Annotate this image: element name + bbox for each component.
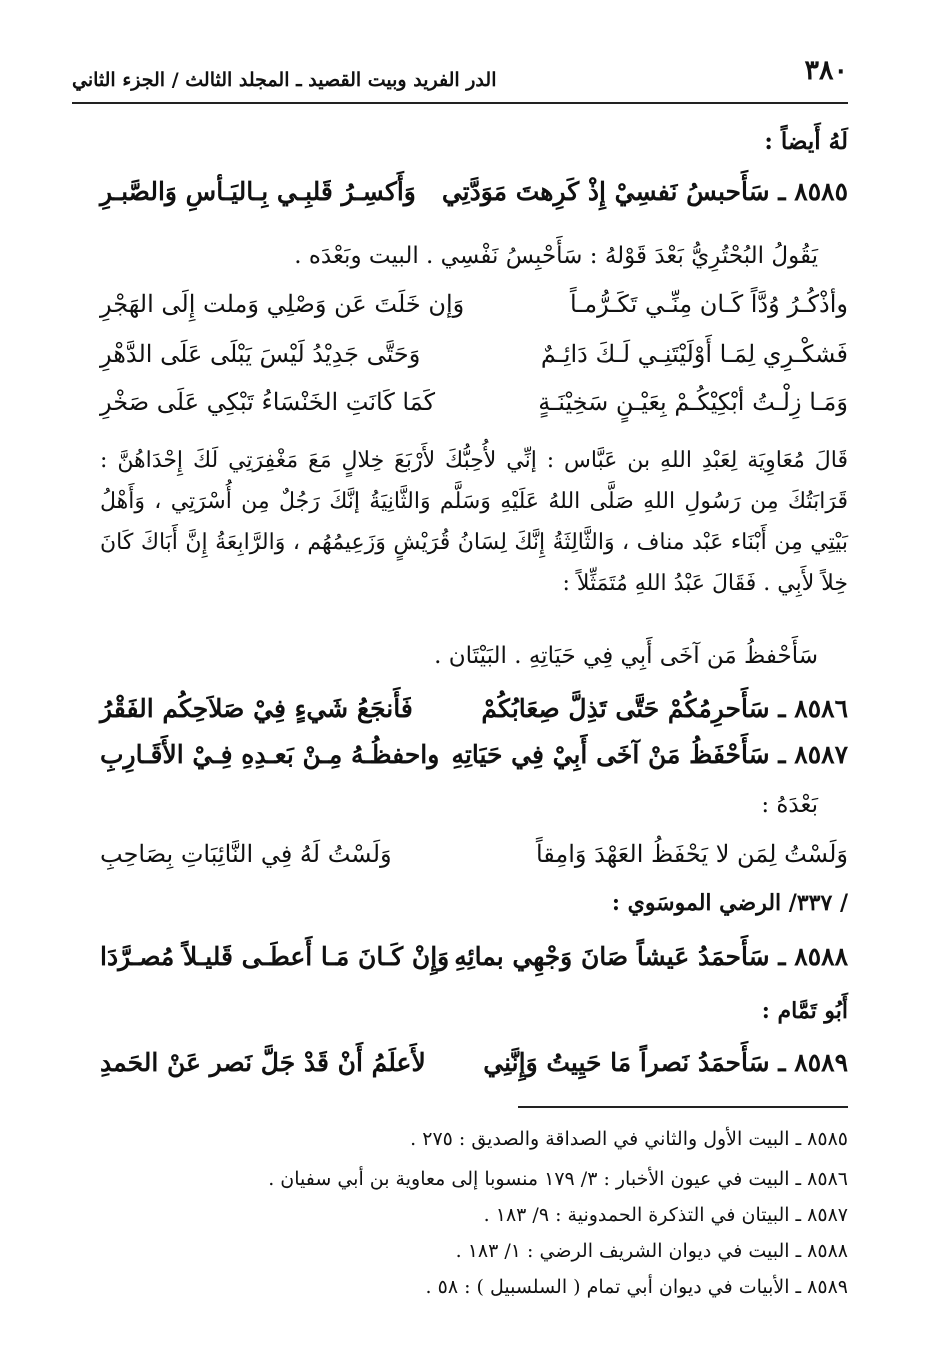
hemistich-first: ٨٥٨٥ ـ سَأَحبسُ نَفسِيْ إِذْ كَرِهتَ مَوَدَّتِي xyxy=(441,177,848,206)
hemistich-second: وَأَكسِـرُ قَلبِـي بِـاليَـأسِ وَالصَّبـرِ xyxy=(100,177,416,206)
hemistich-second: وَإن خَلَتَ عَن وَصْلِي وَملت إِلَى الهَجْرِ xyxy=(100,290,465,318)
verse-8585 xyxy=(100,177,848,217)
hemistich-first: وَلَسْتُ لِمَن لا يَحْفَظُ العَهْدَ وَامِقاً xyxy=(535,840,848,868)
header-rule xyxy=(72,102,848,104)
hemistich-first: ٨٥٨٩ ـ سَأَحمَدُ نَصراً مَا حَيِيتُ وَإِنَّنِي xyxy=(483,1048,848,1077)
section-label: بَعْدَهُ : xyxy=(761,792,818,818)
footnote: ٨٥٨٩ ـ الأبيات في ديوان أبي تمام ( السلسبيل ) : ٥٨ . xyxy=(425,1276,848,1298)
verse-8587 xyxy=(100,740,848,780)
footnote: ٨٥٨٨ ـ البيت في ديوان الشريف الرضي : ١/ ١٨٣ . xyxy=(455,1240,848,1262)
running-title: الدر الفريد وبيت القصيد ـ المجلد الثالث / الجزء الثاني xyxy=(72,69,497,91)
footnote: ٨٥٨٧ ـ البيتان في التذكرة الحمدونية : ٩/ ١٨٣ . xyxy=(483,1204,848,1226)
hemistich-second: وَحَتَّى جَدِيْدُ لَيْسَ يَبْلَى عَلَى الدَّهْرِ xyxy=(100,340,421,368)
prose-paragraph: قَالَ مُعَاوِيَة لِعَبْدِ اللهِ بن عَبَّاس : إنِّي لأُحِبُّكَ لأَرْبَعَ خِلالٍ مَعَ مَغْفِرَتِي لَكَ إِحْدَاهُنَّ : قَرَابَتُكَ مِن رَسُولِ اللهِ صَلَّى اللهُ عَلَيْهِ وَسَلَّم وَالثَّانِيَةُ إنَّكَ رَجُلٌ مِن أُسْرَتِي ، وَأَهْلُ بَيْتِي مِن أَبْنَاء عَبْد مناف ، وَالثَّالِثَةُ إِنَّكَ لِسَانُ قُرَيْشٍ وَزَعِيمُهُم ، وَالرَّابِعَةُ إِنَّ أَبَاكَ كَانَ خِلاً لأَبِي . فَقَالَ عَبْدُ اللهِ مُتَمَثِّلاً : xyxy=(100,448,848,596)
verse-plain xyxy=(100,388,848,428)
hemistich-second: وَإِنْ كَـانَ مَـا أَعطَـى قَليـلاً مُصـرَّدَا xyxy=(100,942,450,971)
hemistich-second: فَأَنجَعُ شَيءٍ فِيْ صَلاَحِكُم الفَقْرُ xyxy=(100,694,413,723)
hemistich-first: ٨٥٨٧ ـ سَأَحْفَظُ مَنْ آخَى أَبِيْ فِي حَيَاتِهِ xyxy=(451,740,848,769)
hemistich-second: كَمَا كَانَتِ الخَنْسَاءُ تَبْكِي عَلَى صَخْرِ xyxy=(100,388,436,416)
page-number: ٣٨٠ xyxy=(804,55,848,86)
hemistich-first: وأذْكُـرُ وُدَّاً كَـان مِنِّـي تَكَـرُّمـاً xyxy=(569,290,848,318)
verse-8588 xyxy=(100,942,848,982)
verse-plain xyxy=(100,340,848,380)
footnote: ٨٥٨٦ ـ البيت في عيون الأخبار : ٣/ ١٧٩ منسوبا إلى معاوية بن أبي سفيان . xyxy=(268,1168,848,1190)
section-label: / ٣٣٧/ الرضي الموسَوي : xyxy=(611,890,848,916)
footnote: ٨٥٨٥ ـ البيت الأول والثاني في الصداقة والصديق : ٢٧٥ . xyxy=(410,1128,848,1150)
section-label: أَبُو تَمَّام : xyxy=(761,998,848,1024)
footnote-rule xyxy=(518,1106,848,1108)
section-label: لَهُ أَيضاً : xyxy=(764,128,848,155)
hemistich-first: فَشكْـرِي لِمَـا أَوْلَيْتَنِـي لَـكَ دَائِـمٌ xyxy=(540,340,848,368)
prose-line: سَأَحْفظُ مَن آخَى أَبِي فِي حَيَاتِهِ . البَيْتَان . xyxy=(434,643,818,669)
hemistich-first: ٨٥٨٦ ـ سَأَحرِمُكُمْ حَتَّى تَذِلَّ صِعَابُكُمْ xyxy=(481,694,848,723)
hemistich-second: واحفظُـهُ مِـنْ بَعـدِهِ فِـيْ الأَقَـارِبِ xyxy=(100,740,440,769)
verse-8589 xyxy=(100,1048,848,1088)
hemistich-second: وَلَسْتُ لَهُ فِي النَّائِبَاتِ بِصَاحِبِ xyxy=(100,840,392,868)
hemistich-second: لأَعلَمُ أَنْ قَدْ جَلَّ نَصر عَنْ الحَمدِ xyxy=(100,1048,426,1077)
hemistich-first: ٨٥٨٨ ـ سَأَحمَدُ عَيشاً صَانَ وَجْهِي بمائِهِ xyxy=(454,942,848,971)
prose-line: يَقُولُ البُحْتُرِيُّ بَعْدَ قَوْلهُ : سَأَحْبِسُ نَفْسِي . البيت وبَعْدَه . xyxy=(294,243,818,269)
verse-plain xyxy=(100,840,848,880)
hemistich-first: وَمَـا زِلْـتُ أبْكِيْكُـمْ بِعَيْـنٍ سَخِيْنَـةٍ xyxy=(538,388,848,416)
verse-8586 xyxy=(100,694,848,734)
verse-plain xyxy=(100,290,848,330)
page-header xyxy=(72,55,848,99)
